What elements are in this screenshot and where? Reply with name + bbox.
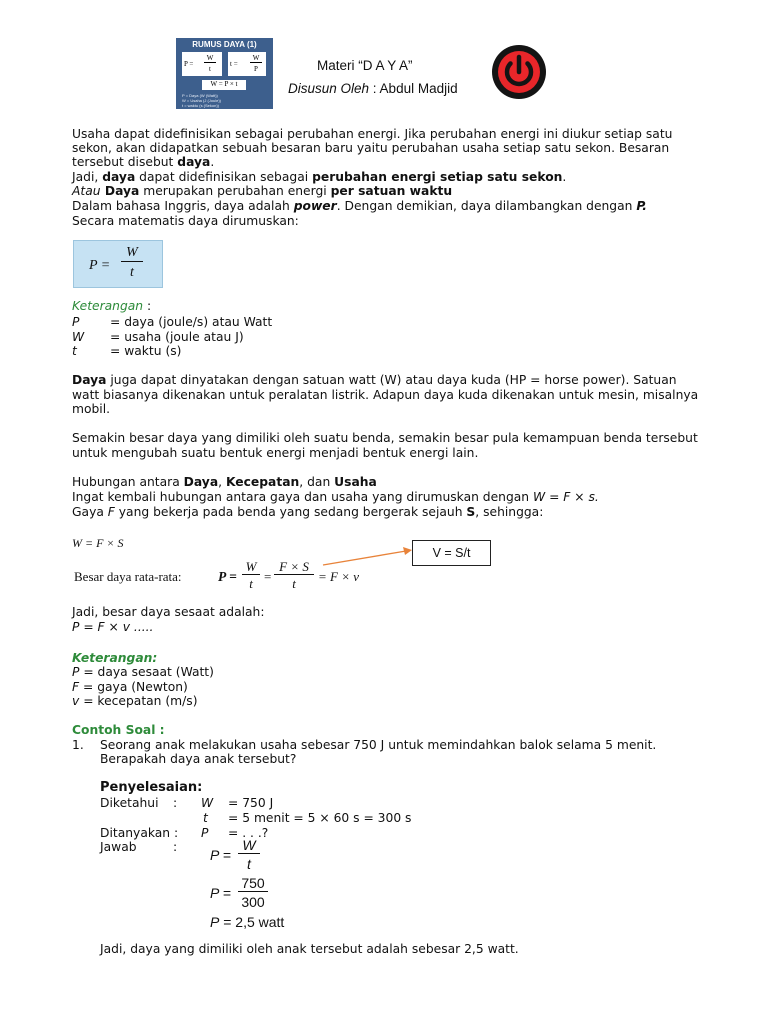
- text: merupakan perubahan energi: [139, 184, 331, 198]
- symbol: P: [72, 315, 80, 329]
- diketahui-w-symbol: W: [201, 796, 214, 810]
- author-line: [288, 81, 458, 96]
- description: = daya sesaat (Watt): [79, 665, 214, 679]
- symbol: v: [72, 694, 80, 708]
- thumb-t-lhs: t =: [230, 60, 238, 68]
- daya-para-line-3: mobil.: [72, 402, 111, 416]
- formula-numerator: W: [126, 245, 138, 260]
- thumb-legend-1: P = Daya (W (Watt)): [182, 93, 218, 98]
- diketahui-colon: :: [173, 796, 178, 810]
- text: Ingat kembali hubungan antara gaya dan usaha yang dirumuskan dengan: [72, 490, 534, 504]
- rata-label: Besar daya rata-rata:: [74, 569, 182, 584]
- description: = daya (joule/s) atau Watt: [110, 315, 273, 329]
- formula-lhs: P =: [89, 258, 111, 273]
- formula-intro-line: Secara matematis daya dirumuskan:: [72, 214, 299, 228]
- keterangan2-row-p: [72, 665, 214, 679]
- keterangan2-row-v: [72, 694, 198, 708]
- penyelesaian-heading: Penyelesaian:: [100, 780, 203, 795]
- daya-para-line-1: [72, 373, 677, 387]
- text: Hubungan antara: [72, 475, 184, 489]
- answer1-lhs: P =: [210, 847, 231, 863]
- text: , sehingga:: [475, 505, 544, 519]
- answer2-den: 300: [241, 894, 265, 910]
- bold-daya: daya: [177, 155, 211, 169]
- thumb-t-num: W: [250, 54, 262, 63]
- description: = gaya (Newton): [79, 680, 188, 694]
- bold-usaha: Usaha: [334, 475, 377, 489]
- sesaat-line-1: Jadi, besar daya sesaat adalah:: [72, 605, 265, 619]
- answer1-num: W: [242, 837, 256, 853]
- semakin-line-2: untuk mengubah suatu bentuk energi menjadi bentuk energi lain.: [72, 446, 479, 460]
- diketahui-label: Diketahui: [100, 796, 159, 810]
- velocity-box: V = S/t: [412, 540, 491, 566]
- rata-p-eq: P =: [218, 569, 237, 584]
- keterangan-label: Keterangan: [72, 299, 144, 313]
- italic-formula: W = F × s.: [533, 490, 599, 504]
- keterangan-row-w: [72, 330, 244, 344]
- thumb-p-num: W: [204, 54, 216, 63]
- keterangan-row-p: [72, 315, 273, 329]
- symbol-s: S: [466, 505, 476, 519]
- bold-daya: Daya: [183, 475, 219, 489]
- thumb-p-den: t: [209, 65, 211, 73]
- rata-num2: F × S: [279, 559, 309, 574]
- answer3-value: = 2,5 watt: [219, 914, 285, 930]
- thumb-p-lhs: P =: [184, 60, 194, 68]
- ditanyakan-label: Ditanyakan :: [100, 826, 179, 840]
- intro-line-3: [72, 155, 214, 169]
- symbol: W: [72, 330, 85, 344]
- daya-para-line-2: watt biasanya dikenakan untuk peralatan listrik. Adapun daya kuda dikenakan untuk mesin, misalnya: [72, 388, 699, 402]
- symbol-p: P.: [636, 199, 647, 213]
- power-formula-box: [73, 240, 163, 288]
- symbol-f: F: [107, 505, 115, 519]
- english-line: [72, 199, 647, 213]
- power-word: power: [293, 199, 337, 213]
- ditanyakan-value: = . . .?: [228, 826, 269, 840]
- text: .: [210, 155, 215, 169]
- text: juga dapat dinyatakan dengan satuan watt (W) atau daya kuda (HP = horse power). Satuan: [106, 373, 677, 387]
- text: Gaya: [72, 505, 108, 519]
- bold-daya: Daya: [100, 184, 140, 198]
- author-prefix: Disusun Oleh: [288, 81, 370, 96]
- bold-daya: Daya: [72, 373, 107, 387]
- answer3-symbol: P: [210, 914, 220, 930]
- jawab-label: Jawab: [100, 840, 137, 854]
- symbol: t: [72, 344, 77, 358]
- bold-kecepatan: Kecepatan: [225, 475, 300, 489]
- thumbnail-formula-t: [228, 52, 266, 76]
- text: ,: [218, 475, 226, 489]
- keterangan2-heading: Keterangan:: [72, 651, 158, 665]
- thumbnail-title: RUMUS DAYA (1): [192, 40, 257, 49]
- symbol: F: [72, 680, 80, 694]
- atau-line: [72, 184, 452, 198]
- thumbnail-formula-p: [182, 52, 222, 76]
- text: Jadi,: [72, 170, 103, 184]
- definition-line: [72, 170, 566, 184]
- sesaat-formula: P = F × v .....: [72, 620, 154, 634]
- work-formula: W = F × S: [72, 536, 124, 550]
- text: . Dengan demikian, daya dilambangkan dengan: [336, 199, 637, 213]
- keterangan-heading: [72, 299, 151, 313]
- rumus-daya-thumbnail: [176, 38, 273, 109]
- bold-per-satuan-waktu: per satuan waktu: [330, 184, 453, 198]
- italic-atau: Atau: [72, 184, 101, 198]
- ditanyakan-symbol: P: [201, 826, 209, 840]
- description: = kecepatan (m/s): [79, 694, 198, 708]
- formula-denominator: t: [130, 265, 134, 280]
- document-title: Materi “D A Y A”: [317, 58, 413, 73]
- intro-line-2: sekon, akan didapatkan sebuah besaran baru yaitu perubahan usaha setiap satu sekon. Besaran: [72, 141, 670, 155]
- text: tersebut disebut: [72, 155, 178, 169]
- rata-num1: W: [245, 559, 257, 574]
- bold-definition: perubahan energi setiap satu sekon: [312, 170, 563, 184]
- conclusion-line: Jadi, daya yang dimiliki oleh anak tersebut adalah sebesar 2,5 watt.: [100, 942, 519, 956]
- rata-den1: t: [249, 576, 253, 591]
- diketahui-t-value: = 5 menit = 5 × 60 s = 300 s: [228, 811, 412, 825]
- question-number: 1.: [72, 738, 84, 752]
- jawab-colon: :: [173, 840, 178, 854]
- hubungan-heading: [72, 475, 377, 489]
- answer2-num: 750: [238, 875, 268, 892]
- diketahui-t-symbol: t: [203, 811, 208, 825]
- rata-tail: = F × v: [318, 569, 360, 584]
- answer1-den: t: [247, 856, 251, 872]
- colon: :: [143, 299, 152, 313]
- text: , dan: [299, 475, 335, 489]
- power-button-icon: [490, 44, 548, 100]
- text: yang bekerja pada benda yang sedang bergerak sejauh: [114, 505, 467, 519]
- thumb-legend-2: W = Usaha (J (Joule)): [182, 98, 222, 103]
- description: = usaha (joule atau J): [110, 330, 244, 344]
- semakin-line-1: Semakin besar daya yang dimiliki oleh suatu benda, semakin besar pula kemampuan benda tersebut: [72, 431, 698, 445]
- contoh-soal-heading: Contoh Soal :: [72, 723, 165, 737]
- author-name: : Abdul Madjid: [369, 81, 458, 96]
- keterangan-row-t: [72, 344, 182, 358]
- question-line-1: Seorang anak melakukan usaha sebesar 750 J untuk memindahkan balok selama 5 menit.: [100, 738, 657, 752]
- diketahui-w-value: = 750 J: [228, 796, 274, 810]
- thumbnail-formula-w: W = P × t: [202, 80, 246, 90]
- text: Dalam bahasa Inggris, daya adalah: [72, 199, 294, 213]
- description: = waktu (s): [110, 344, 182, 358]
- hubungan-line-2: [72, 490, 599, 504]
- rata-eq2: =: [264, 569, 272, 584]
- bold-daya: daya: [102, 170, 136, 184]
- symbol: P: [72, 665, 80, 679]
- thumb-t-den: P: [254, 65, 258, 73]
- answer3: [210, 914, 284, 930]
- thumb-legend-3: t = waktu (s (Sekon)): [182, 103, 220, 108]
- text: dapat didefinisikan sebagai: [135, 170, 313, 184]
- intro-line-1: Usaha dapat didefinisikan sebagai perubahan energi. Jika perubahan energi ini diukur setiap satu: [72, 127, 673, 141]
- question-line-2: Berapakah daya anak tersebut?: [100, 752, 297, 766]
- text: .: [562, 170, 567, 184]
- keterangan2-row-f: [72, 680, 188, 694]
- hubungan-line-3: [72, 505, 543, 519]
- answer2-lhs: P =: [210, 885, 231, 901]
- arrow-to-velocity: [300, 540, 415, 570]
- rata-den2: t: [292, 576, 296, 591]
